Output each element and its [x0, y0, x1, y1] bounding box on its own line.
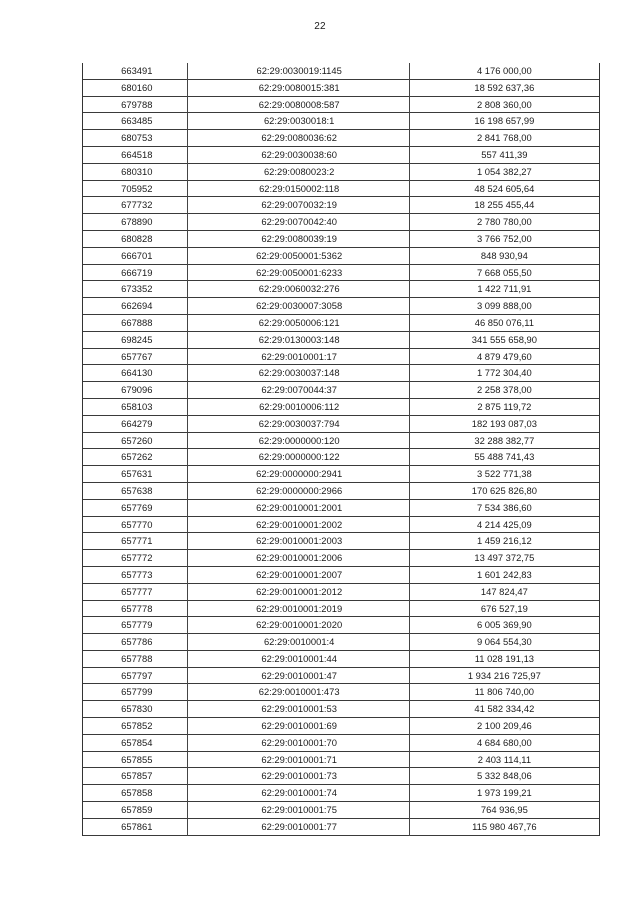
- record-number-cell: 657779: [121, 619, 153, 631]
- cadastral-number-cell: 62:29:0010001:2019: [256, 602, 343, 614]
- record-number-cell: 657260: [121, 434, 153, 446]
- table-row: [83, 684, 599, 701]
- cadastral-value-cell: 32 288 382,77: [474, 434, 535, 446]
- record-number-cell: 657799: [121, 686, 153, 698]
- cadastral-number-cell: 62:29:0000000:2966: [256, 484, 343, 496]
- cadastral-value-cell: 46 850 076,11: [474, 316, 534, 328]
- cadastral-number-cell: 62:29:0010001:71: [261, 753, 337, 765]
- cadastral-number-cell: 62:29:0080039:19: [261, 232, 337, 244]
- cadastral-value-cell: 147 824,47: [480, 585, 528, 597]
- cadastral-number-cell: 62:29:0010001:74: [261, 787, 337, 799]
- cadastral-value-cell: 48 524 605,64: [474, 182, 535, 194]
- column-divider: [187, 63, 188, 836]
- cadastral-number-cell: 62:29:0010001:473: [258, 686, 340, 698]
- record-number-cell: 657788: [121, 652, 153, 664]
- cadastral-number-cell: 62:29:0010001:2002: [256, 518, 343, 530]
- table-row: [83, 651, 599, 668]
- table-row: [83, 668, 599, 685]
- cadastral-number-cell: 62:29:0030019:1145: [256, 65, 342, 76]
- table-row: [83, 97, 599, 114]
- cadastral-number-cell: 62:29:0010001:75: [261, 804, 337, 816]
- record-number-cell: 657852: [121, 720, 153, 732]
- cadastral-number-cell: 62:29:0080008:587: [258, 98, 340, 110]
- record-number-cell: 680828: [121, 232, 153, 244]
- table-row: [83, 130, 599, 147]
- record-number-cell: 679788: [121, 98, 153, 110]
- cadastral-value-cell: 1 054 382,27: [476, 165, 532, 177]
- table-row: [83, 500, 599, 517]
- cadastral-number-cell: 62:29:0030037:148: [258, 367, 340, 379]
- record-number-cell: 657854: [121, 736, 153, 748]
- table-row: [83, 601, 599, 618]
- table-row: [83, 634, 599, 651]
- table-row: [83, 214, 599, 231]
- record-number-cell: 664130: [121, 367, 153, 379]
- record-number-cell: 667888: [121, 316, 153, 328]
- table-row: [83, 550, 599, 567]
- table-row: [83, 164, 599, 181]
- cadastral-value-cell: 4 214 425,09: [476, 518, 532, 530]
- record-number-cell: 657769: [121, 501, 153, 513]
- cadastral-value-cell: 557 411,39: [481, 148, 528, 160]
- table-row: [83, 416, 599, 433]
- cadastral-number-cell: 62:29:0010001:69: [261, 720, 337, 732]
- cadastral-value-cell: 1 934 216 725,97: [467, 669, 541, 681]
- record-number-cell: 657638: [121, 484, 153, 496]
- cadastral-value-cell: 16 198 657,99: [474, 115, 535, 127]
- table-row: [83, 718, 599, 735]
- table-row: [83, 231, 599, 248]
- record-number-cell: 657858: [121, 787, 153, 799]
- cadastral-value-cell: 4 176 000,00: [476, 65, 532, 76]
- cadastral-number-cell: 62:29:0050001:5362: [256, 249, 343, 261]
- table-row: [83, 248, 599, 265]
- record-number-cell: 657861: [121, 820, 153, 832]
- cadastral-value-cell: 7 534 386,60: [476, 501, 532, 513]
- cadastral-number-cell: 62:29:0070044:37: [261, 384, 337, 396]
- cadastral-number-cell: 62:29:0080023:2: [263, 165, 335, 177]
- cadastral-value-cell: 764 936,95: [480, 804, 528, 816]
- table-row: [83, 584, 599, 601]
- table-row: [83, 617, 599, 634]
- cadastral-value-cell: 7 668 055,50: [476, 266, 532, 278]
- cadastral-value-cell: 18 255 455,44: [474, 199, 535, 211]
- cadastral-number-cell: 62:29:0000000:120: [258, 434, 340, 446]
- table-row: [83, 819, 599, 836]
- record-number-cell: 677732: [121, 199, 153, 211]
- cadastral-number-cell: 62:29:0010001:47: [261, 669, 337, 681]
- record-number-cell: 664518: [121, 148, 153, 160]
- cadastral-number-cell: 62:29:0010006:112: [259, 400, 340, 412]
- record-number-cell: 657855: [121, 753, 153, 765]
- record-number-cell: 657767: [121, 350, 153, 362]
- cadastral-value-cell: 115 980 467,76: [472, 820, 537, 832]
- record-number-cell: 698245: [121, 333, 153, 345]
- cadastral-value-cell: 3 522 771,38: [476, 468, 532, 480]
- cadastral-number-cell: 62:29:0030037:794: [258, 417, 340, 429]
- cadastral-value-cell: 341 555 658,90: [471, 333, 537, 345]
- record-number-cell: 678890: [121, 216, 153, 228]
- cadastral-number-cell: 62:29:0030018:1: [263, 115, 335, 127]
- cadastral-value-cell: 1 973 199,21: [476, 787, 532, 799]
- cadastral-value-cell: 182 193 087,03: [471, 417, 537, 429]
- cadastral-number-cell: 62:29:0010001:53: [261, 703, 337, 715]
- cadastral-number-cell: 62:29:0030038:60: [261, 148, 337, 160]
- cadastral-value-cell: 5 332 848,06: [476, 770, 532, 782]
- table-row: [83, 802, 599, 819]
- cadastral-value-cell: 676 527,19: [480, 602, 528, 614]
- cadastral-value-cell: 4 879 479,60: [476, 350, 532, 362]
- cadastral-value-cell: 170 625 826,80: [471, 484, 537, 496]
- record-number-cell: 705952: [121, 182, 153, 194]
- table-row: [83, 533, 599, 550]
- record-number-cell: 657857: [121, 770, 153, 782]
- cadastral-value-cell: 4 684 680,00: [476, 736, 532, 748]
- table-row: [83, 63, 599, 80]
- record-number-cell: 657262: [121, 451, 153, 463]
- cadastral-value-cell: 2 875 119,72: [477, 400, 532, 412]
- record-number-cell: 680160: [121, 81, 153, 93]
- cadastral-value-cell: 11 806 740,00: [474, 686, 534, 698]
- record-number-cell: 657773: [121, 568, 153, 580]
- table-row: [83, 567, 599, 584]
- cadastral-value-cell: 3 099 888,00: [476, 300, 532, 312]
- table-row: [83, 382, 599, 399]
- cadastral-value-cell: 11 028 191,13: [474, 652, 534, 664]
- cadastral-number-cell: 62:29:0010001:44: [261, 652, 337, 664]
- cadastral-number-cell: 62:29:0080036:62: [261, 132, 337, 144]
- table-row: [83, 298, 599, 315]
- table-row: [83, 365, 599, 382]
- cadastral-value-cell: 2 841 768,00: [476, 132, 532, 144]
- cadastral-value-cell: 9 064 554,30: [476, 636, 532, 648]
- table-row: [83, 181, 599, 198]
- record-number-cell: 666701: [121, 249, 153, 261]
- table-row: [83, 399, 599, 416]
- table-row: [83, 281, 599, 298]
- table-row: [83, 735, 599, 752]
- table-row: [83, 315, 599, 332]
- record-number-cell: 657830: [121, 703, 153, 715]
- table-row: [83, 349, 599, 366]
- record-number-cell: 658103: [121, 400, 153, 412]
- cadastral-number-cell: 62:29:0130003:148: [258, 333, 340, 345]
- cadastral-number-cell: 62:29:0000000:2941: [256, 468, 343, 480]
- record-number-cell: 657786: [121, 636, 153, 648]
- table-row: [83, 265, 599, 282]
- cadastral-value-cell: 1 459 216,12: [476, 535, 532, 547]
- record-number-cell: 673352: [121, 283, 153, 295]
- table-row: [83, 332, 599, 349]
- record-number-cell: 657859: [121, 804, 153, 816]
- cadastral-number-cell: 62:29:0010001:73: [261, 770, 337, 782]
- record-number-cell: 657770: [121, 518, 153, 530]
- cadastral-value-cell: 13 497 372,75: [474, 552, 535, 564]
- cadastral-number-cell: 62:29:0010001:17: [261, 350, 337, 362]
- cadastral-number-cell: 62:29:0010001:2012: [256, 585, 343, 597]
- record-number-cell: 657797: [121, 669, 153, 681]
- cadastral-number-cell: 62:29:0150002:118: [259, 182, 340, 194]
- cadastral-number-cell: 62:29:0010001:2001: [256, 501, 343, 513]
- cadastral-number-cell: 62:29:0010001:2006: [256, 552, 343, 564]
- cadastral-value-cell: 1 601 242,83: [476, 568, 532, 580]
- table-row: [83, 197, 599, 214]
- cadastral-value-cell: 2 780 780,00: [476, 216, 532, 228]
- cadastral-value-cell: 55 488 741,43: [474, 451, 535, 463]
- cadastral-number-cell: 62:29:0010001:77: [261, 820, 337, 832]
- table-row: [83, 449, 599, 466]
- cadastral-number-cell: 62:29:0070042:40: [261, 216, 337, 228]
- table-row: [83, 752, 599, 769]
- column-divider: [409, 63, 410, 836]
- cadastral-value-cell: 1 422 711,91: [477, 283, 532, 295]
- cadastral-value-cell: 1 772 304,40: [476, 367, 532, 379]
- cadastral-value-cell: 2 403 114,11: [477, 753, 532, 765]
- table-row: [83, 517, 599, 534]
- table-row: [83, 483, 599, 500]
- table-row: [83, 701, 599, 718]
- cadastral-number-cell: 62:29:0050001:6233: [256, 266, 343, 278]
- record-number-cell: 657771: [121, 535, 153, 547]
- cadastral-value-cell: 2 100 209,46: [476, 720, 532, 732]
- cadastral-number-cell: 62:29:0010001:2020: [256, 619, 343, 631]
- cadastral-number-cell: 62:29:0030007:3058: [256, 300, 343, 312]
- record-number-cell: 680310: [121, 165, 153, 177]
- cadastral-number-cell: 62:29:0060032:276: [258, 283, 340, 295]
- record-number-cell: 657772: [121, 552, 153, 564]
- table-row: [83, 466, 599, 483]
- record-number-cell: 657777: [121, 585, 153, 597]
- cadastral-value-cell: 41 582 334,42: [474, 703, 535, 715]
- record-number-cell: 663485: [121, 115, 153, 127]
- cadastral-value-cell: 3 766 752,00: [476, 232, 532, 244]
- cadastral-number-cell: 62:29:0010001:4: [263, 636, 335, 648]
- cadastral-number-cell: 62:29:0080015:381: [258, 81, 340, 93]
- table-row: [83, 785, 599, 802]
- table-row: [83, 768, 599, 785]
- record-number-cell: 680753: [121, 132, 153, 144]
- cadastral-value-cell: 2 808 360,00: [476, 98, 532, 110]
- record-number-cell: 663491: [121, 65, 153, 76]
- table-row: [83, 80, 599, 97]
- cadastral-value-cell: 6 005 369,90: [476, 619, 532, 631]
- cadastral-value-cell: 848 930,94: [480, 249, 528, 261]
- cadastral-number-cell: 62:29:0000000:122: [258, 451, 340, 463]
- record-number-cell: 679096: [121, 384, 153, 396]
- record-number-cell: 657631: [121, 468, 153, 480]
- table-row: [83, 113, 599, 130]
- cadastral-number-cell: 62:29:0010001:2003: [256, 535, 343, 547]
- record-number-cell: 662694: [121, 300, 153, 312]
- data-table: [82, 63, 600, 836]
- cadastral-number-cell: 62:29:0070032:19: [261, 199, 337, 211]
- cadastral-number-cell: 62:29:0050006:121: [258, 316, 340, 328]
- record-number-cell: 664279: [121, 417, 153, 429]
- page-number: 22: [314, 21, 326, 32]
- cadastral-value-cell: 18 592 637,36: [474, 81, 535, 93]
- record-number-cell: 666719: [121, 266, 153, 278]
- cadastral-number-cell: 62:29:0010001:2007: [256, 568, 343, 580]
- record-number-cell: 657778: [121, 602, 153, 614]
- table-row: [83, 433, 599, 450]
- cadastral-value-cell: 2 258 378,00: [476, 384, 532, 396]
- table-row: [83, 147, 599, 164]
- cadastral-number-cell: 62:29:0010001:70: [261, 736, 337, 748]
